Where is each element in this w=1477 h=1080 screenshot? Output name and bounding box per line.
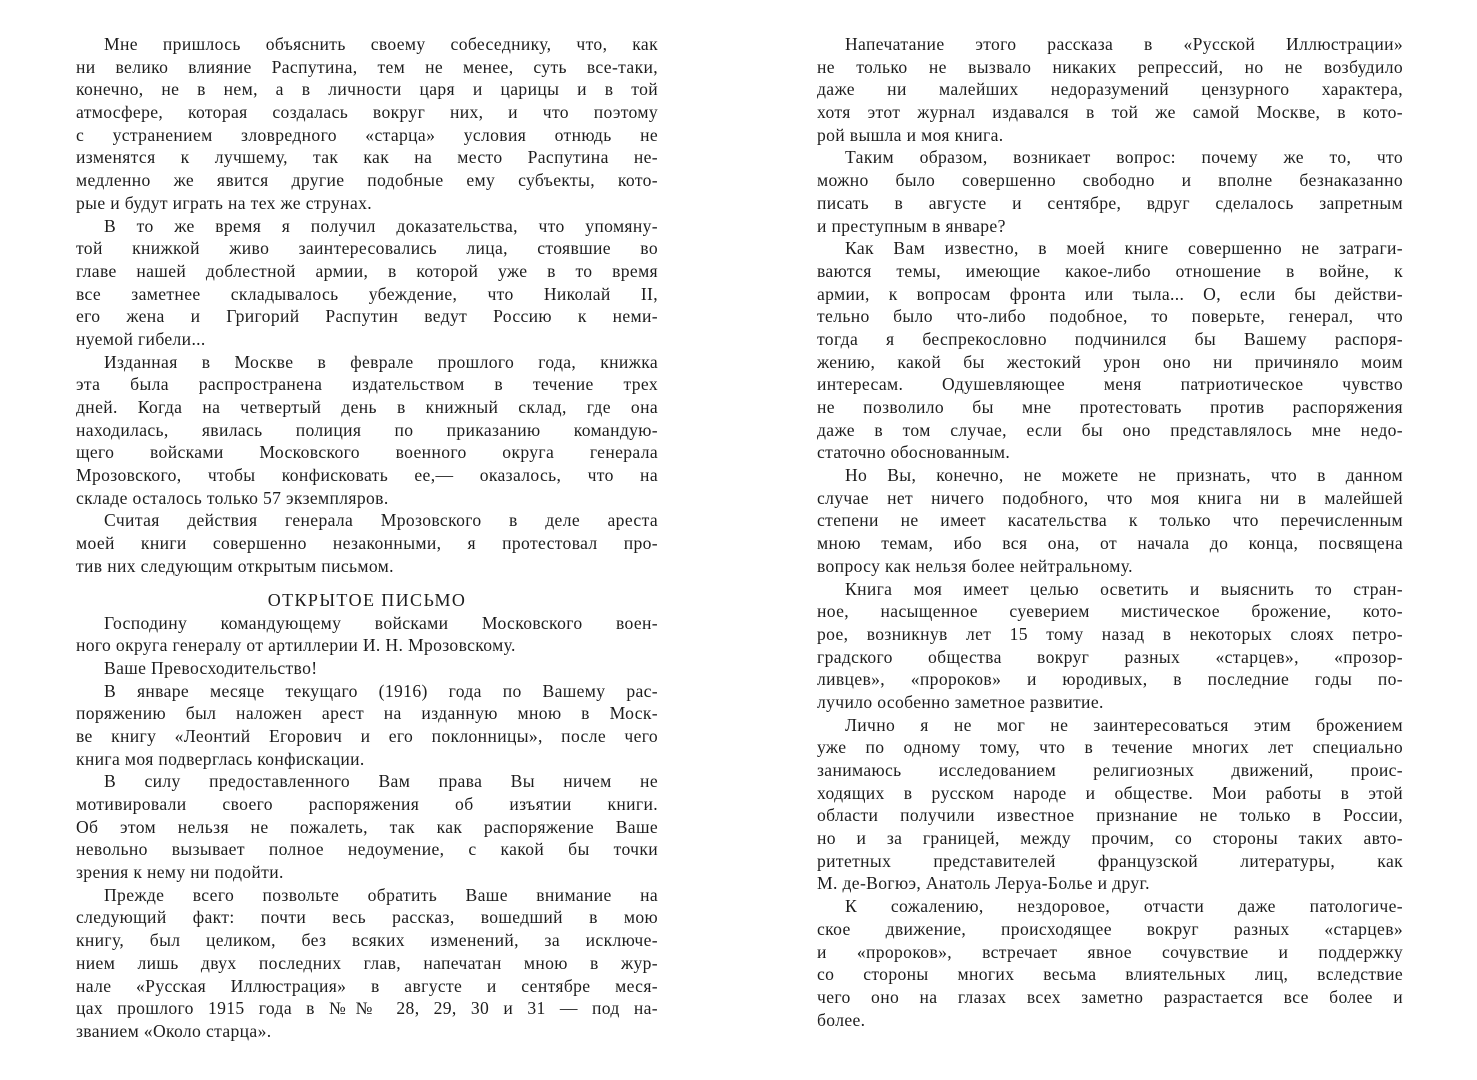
text-line: В силу предоставленного Вам права Вы ничем не xyxy=(104,771,658,792)
text-line: нием лишь двух последних глав, напечатан мною в жур- xyxy=(76,952,658,973)
text-line: Напечатание этого рассказа в «Русской Иллюстрации» xyxy=(845,34,1403,54)
text-line: Мне пришлось объяснить своему собеседнику, что, как xyxy=(104,34,658,54)
text-line: уже по одному тому, что в течение многих лет специально xyxy=(817,737,1403,758)
text-line: ритетных представителей французской литературы, как xyxy=(817,850,1403,871)
text-line: области получили известное признание не только в России, xyxy=(817,805,1403,826)
text-line: не только не вызвало никаких репрессий, но не возбудило xyxy=(817,56,1403,77)
text-line: Ваше Превосходительство! xyxy=(104,657,318,678)
section-gap xyxy=(76,578,658,588)
text-line: мотивировали своего распоряжения об изъятии книги. xyxy=(76,794,658,814)
text-line: Об этом нельзя не пожалеть, так как распоряжение Ваше xyxy=(76,816,658,837)
text-line: его жена и Григорий Распутин ведут Россию к неми- xyxy=(76,306,658,327)
text-line: степени не имеет касательства к только что перечисленным xyxy=(817,510,1403,531)
text-line: нуемой гибели... xyxy=(76,328,206,349)
text-line: ве книгу «Леонтий Егорович и его поклонницы», после чего xyxy=(76,725,658,746)
text-line: ни велико влияние Распутина, тем не менее, суть все-таки, xyxy=(76,56,658,77)
text-line: М. де-Вогюэ, Анатоль Леруа-Болье и друг. xyxy=(817,873,1150,894)
text-line: и «пророков», встречает явное сочувствие и поддержку xyxy=(817,941,1403,962)
text-line: занимаюсь исследованием религиозных движений, проис- xyxy=(817,760,1403,780)
text-line: чего оно на глазах всех заметно разрастается все более и xyxy=(817,986,1403,1007)
text-line: вопросу как нельзя более нейтральному. xyxy=(817,555,1133,576)
text-line: жению, какой бы жестокий урон оно ни причиняло моим xyxy=(817,351,1403,372)
text-line: рой вышла и моя книга. xyxy=(817,124,1004,145)
text-line: статочно обоснованным. xyxy=(817,442,1011,463)
text-line: зрения к нему ни подойти. xyxy=(76,862,284,883)
text-line: Таким образом, возникает вопрос: почему же то, что xyxy=(845,147,1403,168)
text-line: ное, насыщенное суеверием мистическое брожение, кото- xyxy=(817,601,1403,622)
open-letter-heading: ОТКРЫТОЕ ПИСЬМО xyxy=(267,589,467,610)
text-line: невольно вызывает полное недоумение, с какой бы точки xyxy=(76,839,658,860)
text-line: Считая действия генерала Мрозовского в деле ареста xyxy=(104,510,658,531)
text-line: хотя этот журнал издавался в той же самой Москве, в кото- xyxy=(817,102,1403,123)
text-line: со стороны многих весьма влиятельных лиц, вследствие xyxy=(817,964,1403,985)
text-line: ское движение, происходящее вокруг разных «старцев» xyxy=(817,918,1403,939)
text-line: интересам. Одушевляющее меня патриотическое чувство xyxy=(817,374,1403,395)
text-line: армии, к вопросам фронта или тыла... О, если бы действи- xyxy=(817,283,1403,304)
text-line: дней. Когда на четвертый день в книжный склад, где она xyxy=(76,397,658,417)
right-page xyxy=(739,0,1477,1080)
text-line: Изданная в Москве в феврале прошлого года, книжка xyxy=(104,351,658,372)
text-line: В январе месяце текущаго (1916) года по Вашему рас- xyxy=(104,680,658,701)
text-line: нале «Русская Иллюстрация» в августе и сентябре меся- xyxy=(76,975,658,996)
text-line: рое, возникнув лет 15 тому назад в некоторых слоях петро- xyxy=(817,623,1403,644)
text-line: Но Вы, конечно, не можете не признать, что в данном xyxy=(845,465,1403,486)
text-line: изменятся к лучшему, так как на место Распутина не- xyxy=(76,147,658,168)
text-line: но и за границей, между прочим, со стороны таких авто- xyxy=(817,828,1403,849)
text-line: находилась, явилась полиция по приказанию командую- xyxy=(76,419,658,440)
text-line: даже ни малейших недоразумений цензурного характера, xyxy=(817,79,1403,100)
text-line: писать в августе и сентябре, вдруг сделалось запретным xyxy=(817,192,1403,213)
text-line: все заметнее складывалось убеждение, что Николай II, xyxy=(76,283,658,304)
text-line: Книга моя имеет целью осветить и выяснить то стран- xyxy=(845,578,1403,599)
text-line: не позволило бы мне протестовать против распоряжения xyxy=(817,397,1403,417)
text-line: щего войсками Московского военного округа генерала xyxy=(76,442,658,463)
right-column xyxy=(817,33,1403,1031)
text-line: можно было совершенно свободно и вполне безнаказанно xyxy=(817,170,1403,191)
text-line: лучило особенно заметное развитие. xyxy=(817,691,1104,712)
text-line: Лично я не мог не заинтересоваться этим брожением xyxy=(845,714,1403,735)
text-line: случае нет ничего подобного, что моя книга ни в малейшей xyxy=(817,487,1403,508)
text-line: тогда я беспрекословно подчинился бы Вашему распоря- xyxy=(817,328,1403,349)
right-body-text xyxy=(817,33,1403,1031)
text-line: книгу, был целиком, без всяких изменений, за исключе- xyxy=(76,930,658,951)
text-line: той книжкой живо заинтересовались лица, стоявшие во xyxy=(76,238,658,259)
text-line: Прежде всего позвольте обратить Ваше внимание на xyxy=(104,884,658,905)
text-line: цах прошлого 1915 года в №№ 28, 29, 30 и 31 — под на- xyxy=(76,998,658,1019)
text-line: ваются темы, имеющие какое-либо отношение в войне, к xyxy=(817,260,1403,281)
text-line: В то же время я получил доказательства, что упомяну- xyxy=(104,215,658,236)
text-line: тив них следующим открытым письмом. xyxy=(76,555,394,576)
text-line: складе осталось только 57 экземпляров. xyxy=(76,487,389,508)
text-line: книга моя подверглась конфискации. xyxy=(76,748,365,769)
text-line: эта была распространена издательством в течение трех xyxy=(76,374,658,395)
text-line: ного округа генералу от артиллерии И. Н. Мрозовскому. xyxy=(76,635,516,656)
text-line: рые и будут играть на тех же струнах. xyxy=(76,192,372,213)
text-line: следующий факт: почти весь рассказ, вошедший в мою xyxy=(76,907,658,928)
text-line: главе нашей доблестной армии, в которой уже в то время xyxy=(76,260,658,281)
text-line: мною темам, ибо вся она, от начала до конца, посвящена xyxy=(817,533,1403,554)
text-line: званием «Около старца». xyxy=(76,1020,272,1041)
text-line: поряжению был наложен арест на изданную мною в Моск- xyxy=(76,703,658,724)
text-line: Мрозовского, чтобы конфисковать ее,— оказалось, что на xyxy=(76,465,658,486)
text-line: К сожалению, нездоровое, отчасти даже патологиче- xyxy=(845,896,1403,917)
text-line: ливцев», «пророков» и юродивых, в последние годы по- xyxy=(817,669,1403,690)
text-line: Как Вам известно, в моей книге совершенно не затраги- xyxy=(845,238,1403,259)
left-body-text xyxy=(76,33,658,578)
text-line: тельно было что-либо подобное, то поверьте, генерал, что xyxy=(817,306,1403,327)
text-line: градского общества вокруг разных «старцев», «прозор- xyxy=(817,646,1403,667)
left-page xyxy=(0,0,738,1080)
text-line: конечно, не в нем, а в личности царя и царицы и в той xyxy=(76,79,658,100)
left-column xyxy=(76,33,658,1043)
text-line: даже в том случае, если бы оно представлялось мне недо- xyxy=(817,419,1403,440)
open-letter-text xyxy=(76,612,658,1043)
text-line: моей книги совершенно незаконными, я протестовал про- xyxy=(76,533,658,554)
text-line: атмосфере, которая создалась вокруг них, и что поэтому xyxy=(76,102,658,123)
text-line: ходящих в русском народе и обществе. Мои работы в этой xyxy=(817,782,1403,803)
text-line: и преступным в январе? xyxy=(817,215,1006,236)
text-line: Господину командующему войсками Московского воен- xyxy=(104,612,658,633)
text-line: более. xyxy=(817,1009,866,1030)
text-line: медленно же явится другие подобные ему субъекты, кото- xyxy=(76,170,658,191)
text-line: с устранением зловредного «старца» условия отнюдь не xyxy=(76,124,658,145)
